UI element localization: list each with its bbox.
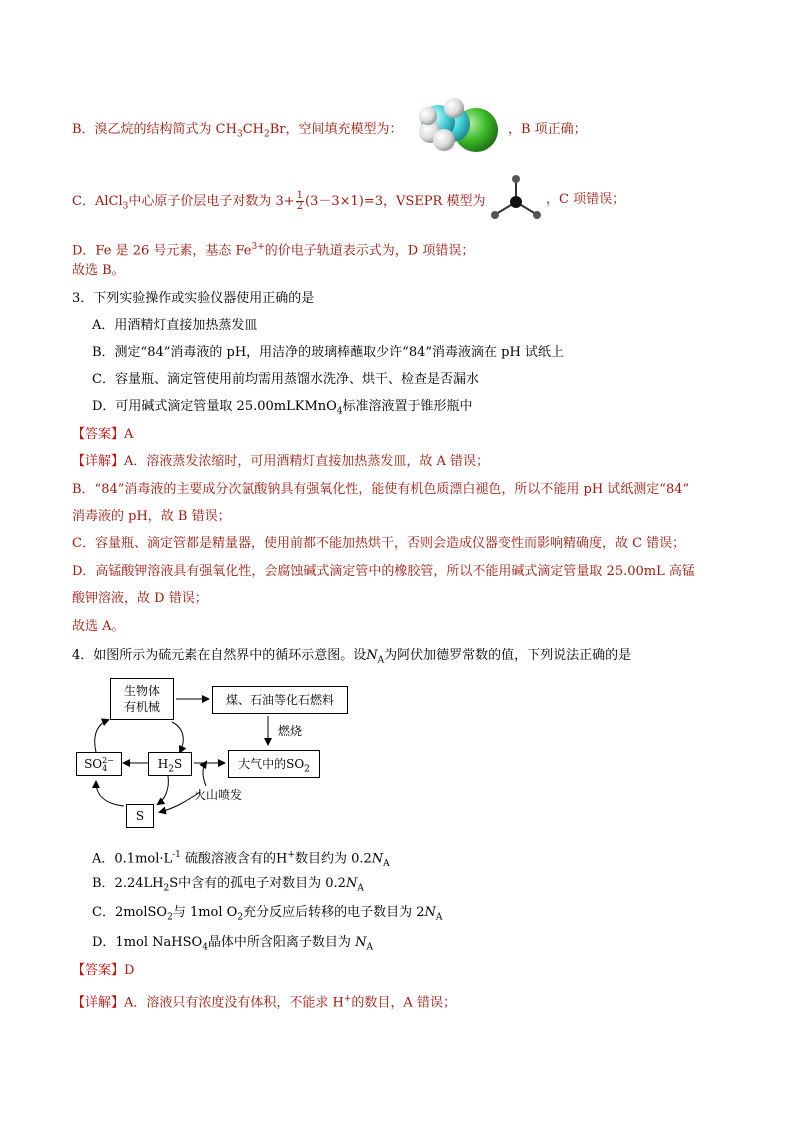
q4-d-post: 晶体中所含阳离子数目为 — [207, 935, 351, 950]
q4-c-mid: 与 1mol — [172, 905, 223, 920]
na-sub: A — [377, 655, 385, 666]
q3-option-b: B．测定“84”消毒液的 pH，用洁净的玻璃棒蘸取少许“84”消毒液滴在 pH 试纸上 — [92, 345, 564, 360]
detail-tag: 【详解】 — [72, 454, 125, 469]
b-text-prefix: B．溴乙烷的结构简式为 CH — [72, 122, 237, 137]
detail-tag: 【详解】 — [72, 995, 125, 1011]
na-symbol: N — [366, 648, 378, 663]
c-text-calc: (3－3×1)=3，VSEPR 模型为 — [305, 194, 486, 209]
q4-stem-post: 为阿伏加德罗常数的值，下列说法正确的是 — [384, 648, 632, 663]
box-atmospheric-so2 — [228, 750, 320, 778]
so4-sub: 4 — [102, 763, 108, 773]
answer-tag: 【答案】 — [72, 427, 125, 442]
na-symbol: N — [355, 935, 367, 950]
q4-a-sup2: + — [287, 850, 295, 860]
b-text-formula: Br，空间填充模型为： — [269, 122, 403, 137]
label-volcano: 火山喷发 — [194, 788, 243, 802]
q4-b-pre: B．2.24L — [92, 876, 153, 891]
q4-d-chem: NaHSO — [152, 935, 203, 950]
explanation-b-suffix: ，B 项正确； — [508, 122, 587, 137]
q4-stem-pre: 4．如图所示为硫元素在自然界中的循环示意图。设 — [72, 648, 367, 663]
na-symbol: N — [371, 851, 384, 867]
fraction-den: 2 — [296, 201, 304, 212]
q4-option-a — [92, 846, 390, 873]
q4-c-post: 充分反应后转移的电子数目为 2 — [243, 905, 425, 920]
na-symbol: N — [424, 905, 436, 920]
answer-value: D — [124, 963, 135, 978]
na-symbol: N — [345, 876, 358, 891]
explanation-b-line: B．溴乙烷的结构简式为 $CH_3CH_2Br$，空间填充模型为： — [72, 122, 403, 140]
fraction-num: 1 — [296, 190, 304, 201]
answer-tag: 【答案】 — [72, 963, 125, 978]
na-sub: A — [357, 883, 364, 894]
answer-value: A — [124, 427, 134, 442]
q4-detail-a-post: 的数目，A 错误； — [351, 995, 456, 1011]
box-organisms-line2: 有机械 — [123, 700, 160, 714]
q4-b-post: 中含有的孤电子对数目为 0.2 — [178, 876, 346, 891]
na-sub: A — [366, 942, 373, 953]
explanation-c-suffix: ，C 项错误； — [546, 192, 626, 207]
na-sub: A — [383, 858, 390, 869]
label-burning: 燃烧 — [278, 724, 303, 738]
q4-d-pre: D．1mol — [92, 935, 149, 950]
d-tail: 的价电子轨道表示式为，D 项错误； — [264, 243, 475, 259]
box-organisms — [110, 678, 174, 720]
box-fossil-fuels: 煤、石油等化石燃料 — [212, 686, 348, 714]
q4-a-mid: 硫酸溶液含有的H — [180, 851, 288, 867]
q3-detail-c: C．容量瓶、滴定管都是精量器，使用前都不能加热烘干，否则会造成仪器变性而影响精确度，故 C 错误； — [72, 536, 686, 551]
box-organisms-line1: 生物体 — [123, 684, 160, 698]
q3-option-d-pre: D．可用碱式滴定管量取 25.00mLKMnO — [92, 399, 337, 414]
q3-detail-d2: 酸钾溶液，故 D 错误； — [72, 591, 208, 606]
detail-a-text: A．溶液蒸发浓缩时，可用酒精灯直接加热蒸发皿，故 A 错误； — [124, 454, 490, 469]
q3-conclusion: 故选 A。 — [72, 619, 125, 634]
c-text-prefix: C．AlCl — [72, 194, 123, 209]
q4-a-pre: A．0.1mol·L — [92, 851, 173, 867]
q3-option-a: A．用酒精灯直接加热蒸发皿 — [92, 318, 258, 333]
q4-detail-a-pre: A．溶液只有浓度没有体积，不能求 H — [124, 995, 344, 1011]
q3-detail-d1: D．高锰酸钾溶液具有强氧化性，会腐蚀碱式滴定管中的橡胶管，所以不能用碱式滴定管量取 25.00mL 高锰 — [72, 564, 695, 579]
explanation-conclusion: 故选 B。 — [72, 263, 125, 278]
q4-a-post: 数目约为 0.2 — [294, 851, 372, 867]
q3-option-c: C．容量瓶、滴定管使用前均需用蒸馏水洗净、烘干、检查是否漏水 — [92, 372, 479, 387]
h2s-h: H — [157, 757, 169, 771]
explanation-c-line: C．AlCl$_3$中心原子价层电子对数为 3+ $\frac{1}{2}$ (3－3×1)=3，VSEPR 模型为 — [72, 190, 486, 212]
so2-sub: 2 — [304, 764, 310, 775]
box-sulfur: S — [126, 804, 154, 828]
q4-option-c: C．2molSO$_2$与 1mol $O_2$充分反应后转移的电子数目为 $2N_A$ — [92, 905, 443, 923]
q4-c-pre: C．2molSO — [92, 905, 168, 920]
q4-detail-a — [72, 990, 456, 1012]
q4-answer — [72, 962, 134, 980]
q4-detail-a-sup: + — [343, 994, 352, 1004]
q4-a-sup: -1 — [172, 850, 181, 860]
q3-detail-b1: B．“84”消毒液的主要成分次氯酸钠具有强氧化性，能使有机色质漂白褪色，所以不能用 pH 试纸测定“84” — [72, 482, 690, 497]
c-text-mid: 中心原子价层电子对数为 3+ — [128, 194, 295, 209]
box-sulfate — [76, 752, 122, 776]
q3-option-d-post: 标准溶液置于锥形瓶中 — [342, 399, 473, 414]
so4-sup: 2− — [102, 755, 114, 765]
q3-stem: 3．下列实验操作或实验仪器使用正确的是 — [72, 291, 315, 306]
h2s-sub: 2 — [168, 764, 174, 775]
na-sub: A — [435, 912, 443, 923]
d-sup: 3+ — [251, 242, 265, 252]
box-hydrogen-sulfide — [148, 752, 192, 776]
so4-text: SO — [84, 757, 103, 771]
q3-option-d: D．可用碱式滴定管量取 25.00mLKMnO$_4$标准溶液置于锥形瓶中 — [92, 399, 473, 417]
q4-option-d: D．1mol NaHSO$_4$晶体中所含阳离子数目为 $N_A$ — [92, 935, 373, 953]
q4-option-b: B．$2.24LH_2S$中含有的孤电子对数目为 $0.2N_A$ — [92, 876, 364, 894]
d-text: D．Fe 是 26 号元素，基态 Fe — [72, 243, 252, 259]
q4-b-chem: H — [152, 876, 164, 891]
h2s-s: S — [173, 757, 183, 771]
q3-detail-b2: 消毒液的 pH，故 B 错误； — [72, 509, 231, 524]
so2-text: 大气中的SO — [238, 757, 305, 771]
